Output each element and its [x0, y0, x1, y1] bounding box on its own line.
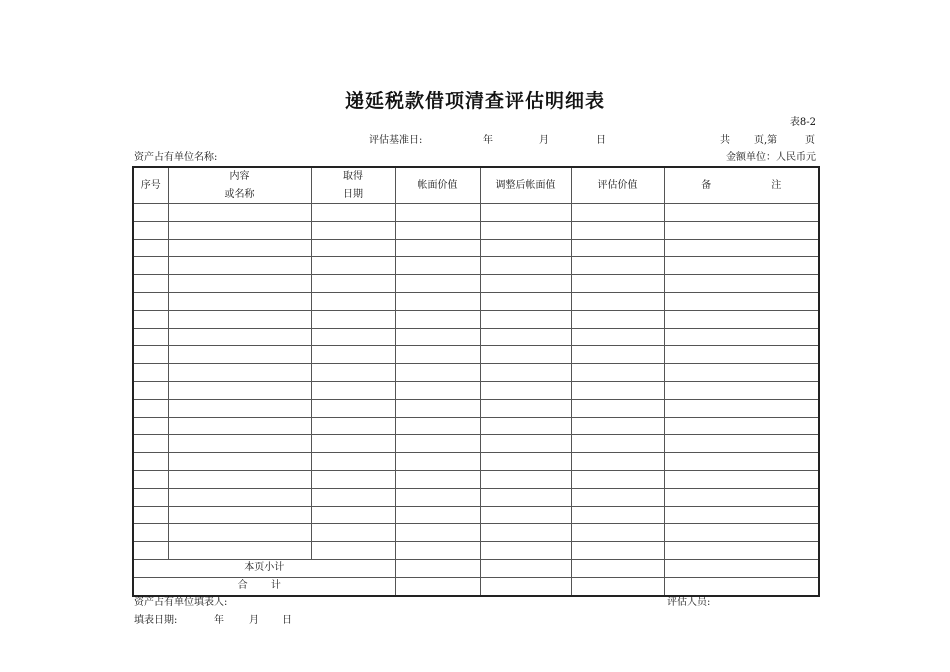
cell-book-value[interactable]: [395, 204, 480, 222]
table-row: [133, 506, 819, 524]
cell-seq[interactable]: [133, 524, 168, 542]
cell-seq[interactable]: [133, 221, 168, 239]
cell-adjusted-value[interactable]: [480, 310, 571, 328]
subtotal-row: [133, 559, 819, 577]
cell-acquire-date[interactable]: [311, 364, 395, 382]
cell-remark[interactable]: [664, 417, 819, 435]
cell-content[interactable]: [168, 221, 311, 239]
cell-appraised-value[interactable]: [571, 204, 664, 222]
evaluator-label: 评估人员:: [667, 597, 711, 608]
cell-remark[interactable]: [664, 488, 819, 506]
base-date-year: 年: [483, 135, 493, 146]
cell-content[interactable]: [168, 275, 311, 293]
base-date-day: 日: [596, 135, 606, 146]
page-separator: 页,第: [754, 135, 778, 146]
cell-adjusted-value[interactable]: [480, 524, 571, 542]
cell-book-value[interactable]: [395, 257, 480, 275]
cell-seq[interactable]: [133, 399, 168, 417]
cell-adjusted-value[interactable]: [480, 381, 571, 399]
cell-seq[interactable]: [133, 506, 168, 524]
page-total-label: 共: [720, 135, 730, 146]
col-book-value: 帐面价值: [395, 167, 480, 204]
table-row: [133, 310, 819, 328]
col-acquire-line2: 日期: [343, 188, 363, 200]
cell-book-value[interactable]: [395, 381, 480, 399]
table-row: [133, 524, 819, 542]
table-row: [133, 381, 819, 399]
cell-adjusted-value[interactable]: [480, 292, 571, 310]
table-row: [133, 221, 819, 239]
cell-content[interactable]: [168, 346, 311, 364]
cell-remark[interactable]: [664, 328, 819, 346]
cell-acquire-date[interactable]: [311, 328, 395, 346]
total-adjusted-value[interactable]: [480, 577, 571, 596]
cell-content[interactable]: [168, 204, 311, 222]
cell-acquire-date[interactable]: [311, 221, 395, 239]
cell-acquire-date[interactable]: [311, 292, 395, 310]
table-body: [133, 204, 819, 596]
cell-appraised-value[interactable]: [571, 381, 664, 399]
cell-book-value[interactable]: [395, 275, 480, 293]
cell-seq[interactable]: [133, 453, 168, 471]
cell-appraised-value[interactable]: [571, 470, 664, 488]
cell-remark[interactable]: [664, 310, 819, 328]
table-row: [133, 488, 819, 506]
cell-remark[interactable]: [664, 292, 819, 310]
cell-adjusted-value[interactable]: [480, 470, 571, 488]
cell-book-value[interactable]: [395, 542, 480, 560]
cell-book-value[interactable]: [395, 524, 480, 542]
col-remark: [664, 167, 819, 204]
cell-appraised-value[interactable]: [571, 328, 664, 346]
cell-adjusted-value[interactable]: [480, 488, 571, 506]
cell-content[interactable]: [168, 470, 311, 488]
subtotal-remark[interactable]: [664, 559, 819, 577]
cell-seq[interactable]: [133, 435, 168, 453]
cell-content[interactable]: [168, 417, 311, 435]
cell-acquire-date[interactable]: [311, 417, 395, 435]
cell-acquire-date[interactable]: [311, 453, 395, 471]
cell-acquire-date[interactable]: [311, 275, 395, 293]
cell-remark[interactable]: [664, 239, 819, 257]
cell-appraised-value[interactable]: [571, 310, 664, 328]
cell-acquire-date[interactable]: [311, 204, 395, 222]
cell-seq[interactable]: [133, 204, 168, 222]
cell-remark[interactable]: [664, 470, 819, 488]
table-row: [133, 346, 819, 364]
cell-acquire-date[interactable]: [311, 381, 395, 399]
table-row: [133, 257, 819, 275]
cell-acquire-date[interactable]: [311, 435, 395, 453]
base-date-label: 评估基准日:: [369, 135, 423, 146]
table-row: [133, 204, 819, 222]
total-label: [133, 577, 395, 596]
cell-book-value[interactable]: [395, 453, 480, 471]
col-acquire-date: [311, 167, 395, 204]
fill-date-month: 月: [249, 615, 259, 626]
cell-seq[interactable]: [133, 364, 168, 382]
cell-seq[interactable]: [133, 328, 168, 346]
cell-appraised-value[interactable]: [571, 435, 664, 453]
col-remark-text: [701, 180, 781, 192]
cell-adjusted-value[interactable]: [480, 542, 571, 560]
cell-appraised-value[interactable]: [571, 506, 664, 524]
total-appraised-value[interactable]: [571, 577, 664, 596]
cell-remark[interactable]: [664, 399, 819, 417]
cell-adjusted-value[interactable]: [480, 453, 571, 471]
cell-adjusted-value[interactable]: [480, 417, 571, 435]
cell-book-value[interactable]: [395, 470, 480, 488]
cell-seq[interactable]: [133, 381, 168, 399]
cell-book-value[interactable]: [395, 417, 480, 435]
table-row: [133, 453, 819, 471]
cell-content[interactable]: [168, 506, 311, 524]
col-content-line1: 内容: [229, 170, 250, 182]
cell-seq[interactable]: [133, 542, 168, 560]
cell-remark[interactable]: [664, 221, 819, 239]
cell-adjusted-value[interactable]: [480, 204, 571, 222]
cell-appraised-value[interactable]: [571, 542, 664, 560]
table-row: [133, 275, 819, 293]
table-header-row: [133, 167, 819, 204]
col-adjusted-value: 调整后帐面值: [480, 167, 571, 204]
cell-appraised-value[interactable]: [571, 221, 664, 239]
col-remark-part1: 备: [701, 179, 740, 191]
cell-adjusted-value[interactable]: [480, 328, 571, 346]
cell-content[interactable]: [168, 328, 311, 346]
cell-book-value[interactable]: [395, 399, 480, 417]
cell-content[interactable]: [168, 488, 311, 506]
cell-remark[interactable]: [664, 524, 819, 542]
cell-content[interactable]: [168, 399, 311, 417]
cell-appraised-value[interactable]: [571, 346, 664, 364]
table-row: [133, 364, 819, 382]
cell-appraised-value[interactable]: [571, 239, 664, 257]
page-label: 页: [805, 135, 815, 146]
cell-remark[interactable]: [664, 453, 819, 471]
cell-adjusted-value[interactable]: [480, 346, 571, 364]
cell-book-value[interactable]: [395, 488, 480, 506]
cell-adjusted-value[interactable]: [480, 435, 571, 453]
col-seq: 序号: [133, 167, 168, 204]
cell-content[interactable]: [168, 453, 311, 471]
cell-book-value[interactable]: [395, 364, 480, 382]
cell-remark[interactable]: [664, 364, 819, 382]
cell-book-value[interactable]: [395, 346, 480, 364]
cell-content[interactable]: [168, 310, 311, 328]
filler-label: 资产占有单位填表人:: [134, 597, 228, 608]
cell-remark[interactable]: [664, 257, 819, 275]
cell-content[interactable]: [168, 524, 311, 542]
table-row: [133, 470, 819, 488]
cell-content[interactable]: [168, 364, 311, 382]
cell-book-value[interactable]: [395, 310, 480, 328]
cell-book-value[interactable]: [395, 506, 480, 524]
col-acquire-line1: 取得: [343, 170, 363, 182]
cell-appraised-value[interactable]: [571, 453, 664, 471]
cell-acquire-date[interactable]: [311, 399, 395, 417]
cell-adjusted-value[interactable]: [480, 506, 571, 524]
cell-appraised-value[interactable]: [571, 488, 664, 506]
cell-seq[interactable]: [133, 417, 168, 435]
cell-remark[interactable]: [664, 381, 819, 399]
col-content: [168, 167, 311, 204]
table-row: [133, 542, 819, 560]
cell-seq[interactable]: [133, 257, 168, 275]
cell-remark[interactable]: [664, 435, 819, 453]
cell-content[interactable]: [168, 542, 311, 560]
table-row: [133, 292, 819, 310]
cell-book-value[interactable]: [395, 328, 480, 346]
cell-adjusted-value[interactable]: [480, 257, 571, 275]
fill-date-year: 年: [214, 615, 224, 626]
cell-acquire-date[interactable]: [311, 310, 395, 328]
cell-content[interactable]: [168, 292, 311, 310]
base-date-month: 月: [539, 135, 549, 146]
cell-adjusted-value[interactable]: [480, 221, 571, 239]
cell-book-value[interactable]: [395, 239, 480, 257]
cell-acquire-date[interactable]: [311, 488, 395, 506]
cell-acquire-date[interactable]: [311, 257, 395, 275]
cell-acquire-date[interactable]: [311, 470, 395, 488]
cell-content[interactable]: [168, 381, 311, 399]
cell-remark[interactable]: [664, 275, 819, 293]
money-unit-label: 金额单位：人民币元: [726, 152, 816, 163]
total-book-value[interactable]: [395, 577, 480, 596]
cell-seq[interactable]: [133, 310, 168, 328]
table-row: [133, 417, 819, 435]
cell-content[interactable]: [168, 435, 311, 453]
cell-seq[interactable]: [133, 275, 168, 293]
cell-appraised-value[interactable]: [571, 364, 664, 382]
fill-date-label: 填表日期:: [134, 615, 178, 626]
cell-seq[interactable]: [133, 239, 168, 257]
cell-acquire-date[interactable]: [311, 524, 395, 542]
subtotal-adjusted-value[interactable]: [480, 559, 571, 577]
cell-remark[interactable]: [664, 506, 819, 524]
form-number: 表8-2: [789, 117, 816, 128]
table-row: [133, 399, 819, 417]
col-appraised-value: 评估价值: [571, 167, 664, 204]
cell-seq[interactable]: [133, 346, 168, 364]
cell-acquire-date[interactable]: [311, 346, 395, 364]
cell-remark[interactable]: [664, 346, 819, 364]
cell-book-value[interactable]: [395, 292, 480, 310]
subtotal-label: 本页小计: [133, 559, 395, 577]
cell-appraised-value[interactable]: [571, 275, 664, 293]
cell-appraised-value[interactable]: [571, 292, 664, 310]
cell-content[interactable]: [168, 239, 311, 257]
cell-remark[interactable]: [664, 542, 819, 560]
col-remark-part2: 注: [771, 179, 782, 191]
cell-seq[interactable]: [133, 470, 168, 488]
cell-appraised-value[interactable]: [571, 524, 664, 542]
cell-adjusted-value[interactable]: [480, 399, 571, 417]
cell-content[interactable]: [168, 257, 311, 275]
subtotal-appraised-value[interactable]: [571, 559, 664, 577]
cell-acquire-date[interactable]: [311, 506, 395, 524]
document-title: 递延税款借项清查评估明细表: [344, 90, 605, 112]
cell-adjusted-value[interactable]: [480, 239, 571, 257]
table-row: [133, 435, 819, 453]
table-row: [133, 239, 819, 257]
cell-remark[interactable]: [664, 204, 819, 222]
table-row: [133, 328, 819, 346]
cell-appraised-value[interactable]: [571, 417, 664, 435]
cell-book-value[interactable]: [395, 221, 480, 239]
detail-table: [132, 166, 820, 597]
cell-book-value[interactable]: [395, 435, 480, 453]
subtotal-book-value[interactable]: [395, 559, 480, 577]
cell-seq[interactable]: [133, 292, 168, 310]
cell-acquire-date[interactable]: [311, 542, 395, 560]
total-row: [133, 577, 819, 596]
total-label-text: 合 计: [237, 580, 291, 592]
col-content-line2: 或名称: [224, 188, 255, 200]
cell-appraised-value[interactable]: [571, 257, 664, 275]
unit-name-label: 资产占有单位名称:: [134, 152, 218, 163]
cell-adjusted-value[interactable]: [480, 364, 571, 382]
cell-seq[interactable]: [133, 488, 168, 506]
cell-appraised-value[interactable]: [571, 399, 664, 417]
cell-adjusted-value[interactable]: [480, 275, 571, 293]
cell-acquire-date[interactable]: [311, 239, 395, 257]
total-remark[interactable]: [664, 577, 819, 596]
fill-date-day: 日: [282, 615, 292, 626]
